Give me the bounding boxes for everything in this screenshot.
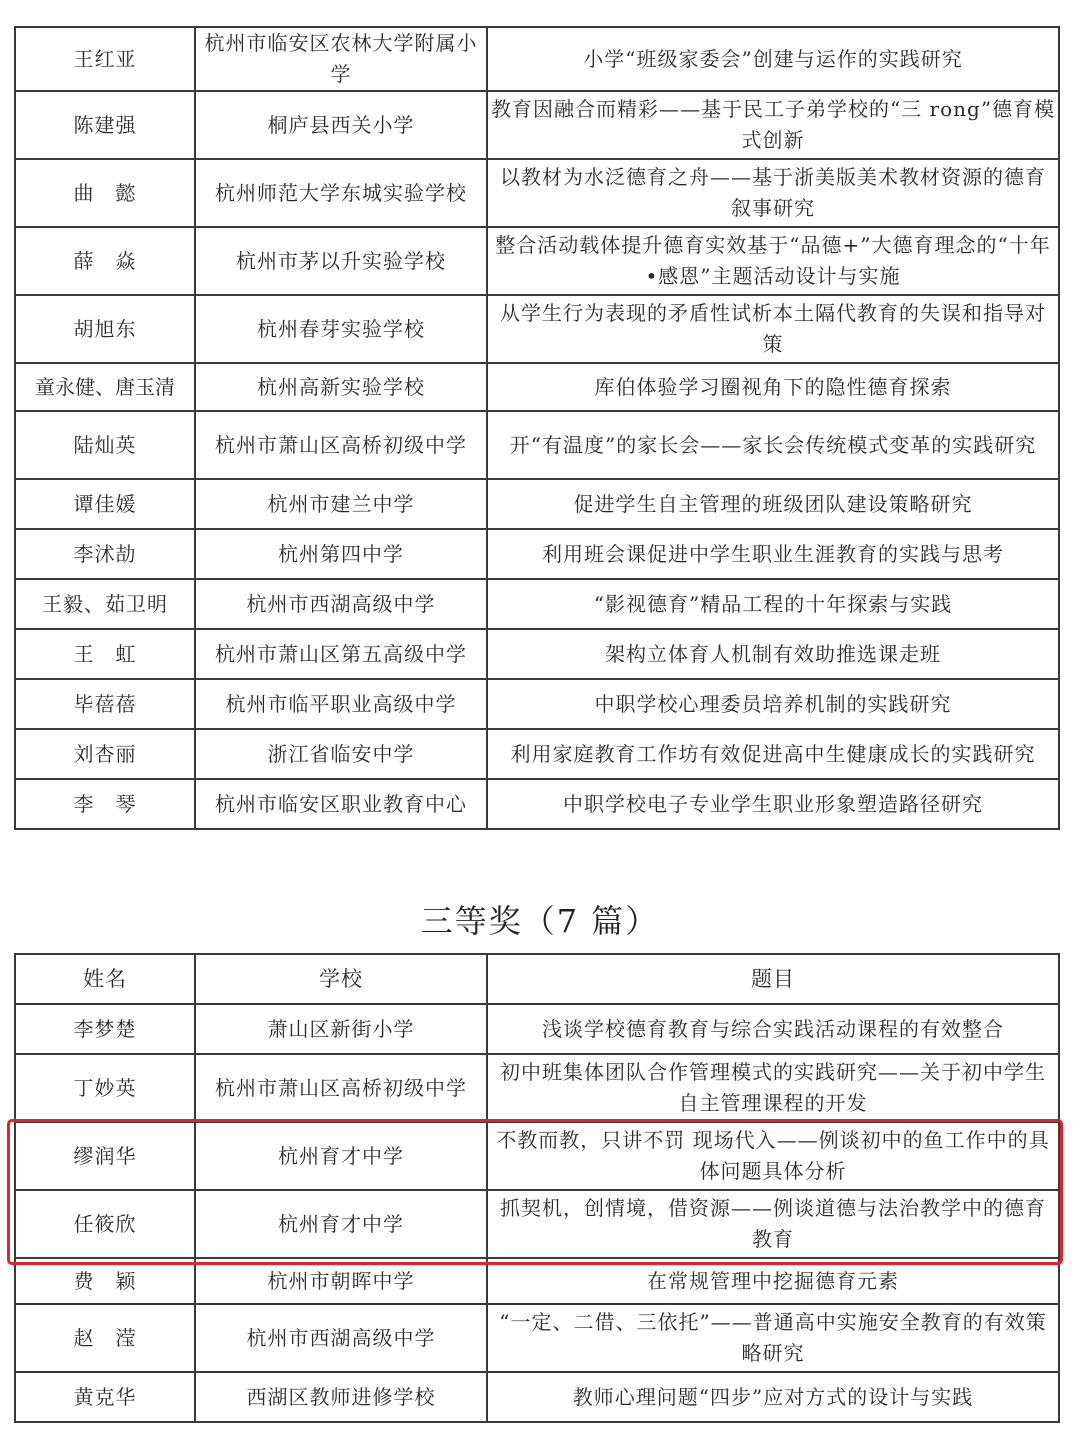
table-row bbox=[15, 1372, 1059, 1422]
paper-topic: 促进学生自主管理的班级团队建设策略研究 bbox=[487, 479, 1059, 529]
school-name: 杭州师范大学东城实验学校 bbox=[195, 159, 487, 227]
table-row bbox=[15, 1190, 1059, 1258]
school-name: 杭州育才中学 bbox=[195, 1190, 487, 1258]
paper-topic: 在常规管理中挖掘德育元素 bbox=[487, 1258, 1059, 1304]
table-row bbox=[15, 479, 1059, 529]
paper-topic: 整合活动载体提升德育实效基于“品德+”大德育理念的“十年•感恩”主题活动设计与实施 bbox=[487, 227, 1059, 295]
paper-topic: 利用家庭教育工作坊有效促进高中生健康成长的实践研究 bbox=[487, 729, 1059, 779]
author-name: 王红亚 bbox=[15, 27, 195, 91]
third-prize-heading: 三等奖（7 篇） bbox=[420, 902, 660, 940]
paper-topic: 不教而教，只讲不罚 现场代入——例谈初中的鱼工作中的具体问题具体分析 bbox=[487, 1122, 1059, 1190]
third-prize-table bbox=[14, 953, 1060, 1423]
paper-topic: 架构立体育人机制有效助推选课走班 bbox=[487, 629, 1059, 679]
paper-topic: 以教材为水泛德育之舟——基于浙美版美术教材资源的德育叙事研究 bbox=[487, 159, 1059, 227]
paper-topic: 浅谈学校德育教育与综合实践活动课程的有效整合 bbox=[487, 1004, 1059, 1054]
table-row bbox=[15, 729, 1059, 779]
school-name: 杭州市临平职业高级中学 bbox=[195, 679, 487, 729]
paper-topic: 开“有温度”的家长会——家长会传统模式变革的实践研究 bbox=[487, 411, 1059, 479]
author-name: 薛 焱 bbox=[15, 227, 195, 295]
table-row bbox=[15, 91, 1059, 159]
paper-topic: 中职学校电子专业学生职业形象塑造路径研究 bbox=[487, 779, 1059, 829]
table-row bbox=[15, 363, 1059, 411]
school-name: 杭州春芽实验学校 bbox=[195, 295, 487, 363]
paper-topic: 中职学校心理委员培养机制的实践研究 bbox=[487, 679, 1059, 729]
author-name: 陆灿英 bbox=[15, 411, 195, 479]
author-name: 李沭劼 bbox=[15, 529, 195, 579]
school-name: 西湖区教师进修学校 bbox=[195, 1372, 487, 1422]
table-row bbox=[15, 227, 1059, 295]
paper-topic: 从学生行为表现的矛盾性试析本土隔代教育的失误和指导对策 bbox=[487, 295, 1059, 363]
school-name: 杭州市西湖高级中学 bbox=[195, 1304, 487, 1372]
column-header-topic: 题目 bbox=[487, 954, 1059, 1004]
school-name: 杭州市西湖高级中学 bbox=[195, 579, 487, 629]
author-name: 任筱欣 bbox=[15, 1190, 195, 1258]
second-prize-table bbox=[14, 26, 1060, 830]
table-row bbox=[15, 779, 1059, 829]
school-name: 杭州市临安区职业教育中心 bbox=[195, 779, 487, 829]
paper-topic: 初中班集体团队合作管理模式的实践研究——关于初中学生自主管理课程的开发 bbox=[487, 1054, 1059, 1122]
author-name: 胡旭东 bbox=[15, 295, 195, 363]
author-name: 黄克华 bbox=[15, 1372, 195, 1422]
table-row bbox=[15, 1304, 1059, 1372]
school-name: 杭州市茅以升实验学校 bbox=[195, 227, 487, 295]
author-name: 陈建强 bbox=[15, 91, 195, 159]
table-row bbox=[15, 27, 1059, 91]
school-name: 杭州市临安区农林大学附属小学 bbox=[195, 27, 487, 91]
author-name: 王毅、茹卫明 bbox=[15, 579, 195, 629]
author-name: 毕蓓蓓 bbox=[15, 679, 195, 729]
table-row bbox=[15, 159, 1059, 227]
paper-topic: 教育因融合而精彩——基于民工子弟学校的“三 rong”德育模式创新 bbox=[487, 91, 1059, 159]
author-name: 刘杏丽 bbox=[15, 729, 195, 779]
table-row bbox=[15, 629, 1059, 679]
paper-topic: 教师心理问题“四步”应对方式的设计与实践 bbox=[487, 1372, 1059, 1422]
author-name: 谭佳媛 bbox=[15, 479, 195, 529]
paper-topic: 库伯体验学习圈视角下的隐性德育探索 bbox=[487, 363, 1059, 411]
table-row bbox=[15, 579, 1059, 629]
table-row bbox=[15, 679, 1059, 729]
school-name: 杭州第四中学 bbox=[195, 529, 487, 579]
author-name: 费 颖 bbox=[15, 1258, 195, 1304]
table-row bbox=[15, 1054, 1059, 1122]
school-name: 杭州市建兰中学 bbox=[195, 479, 487, 529]
school-name: 浙江省临安中学 bbox=[195, 729, 487, 779]
author-name: 缪润华 bbox=[15, 1122, 195, 1190]
column-header-name: 姓名 bbox=[15, 954, 195, 1004]
school-name: 杭州育才中学 bbox=[195, 1122, 487, 1190]
author-name: 王 虹 bbox=[15, 629, 195, 679]
school-name: 杭州市朝晖中学 bbox=[195, 1258, 487, 1304]
table-header-row bbox=[15, 954, 1059, 1004]
author-name: 丁妙英 bbox=[15, 1054, 195, 1122]
school-name: 杭州市萧山区第五高级中学 bbox=[195, 629, 487, 679]
table-row bbox=[15, 529, 1059, 579]
paper-topic: 利用班会课促进中学生职业生涯教育的实践与思考 bbox=[487, 529, 1059, 579]
author-name: 童永健、唐玉清 bbox=[15, 363, 195, 411]
paper-topic: “影视德育”精品工程的十年探索与实践 bbox=[487, 579, 1059, 629]
table-row bbox=[15, 295, 1059, 363]
table-row bbox=[15, 411, 1059, 479]
author-name: 李 琴 bbox=[15, 779, 195, 829]
author-name: 曲 懿 bbox=[15, 159, 195, 227]
table-row bbox=[15, 1258, 1059, 1304]
author-name: 赵 滢 bbox=[15, 1304, 195, 1372]
table-row bbox=[15, 1122, 1059, 1190]
author-name: 李梦楚 bbox=[15, 1004, 195, 1054]
paper-topic: “一定、二借、三依托”——普通高中实施安全教育的有效策略研究 bbox=[487, 1304, 1059, 1372]
school-name: 萧山区新街小学 bbox=[195, 1004, 487, 1054]
school-name: 杭州市萧山区高桥初级中学 bbox=[195, 1054, 487, 1122]
table-row bbox=[15, 1004, 1059, 1054]
school-name: 桐庐县西关小学 bbox=[195, 91, 487, 159]
school-name: 杭州市萧山区高桥初级中学 bbox=[195, 411, 487, 479]
paper-topic: 小学“班级家委会”创建与运作的实践研究 bbox=[487, 27, 1059, 91]
column-header-school: 学校 bbox=[195, 954, 487, 1004]
school-name: 杭州高新实验学校 bbox=[195, 363, 487, 411]
paper-topic: 抓契机，创情境，借资源——例谈道德与法治教学中的德育教育 bbox=[487, 1190, 1059, 1258]
